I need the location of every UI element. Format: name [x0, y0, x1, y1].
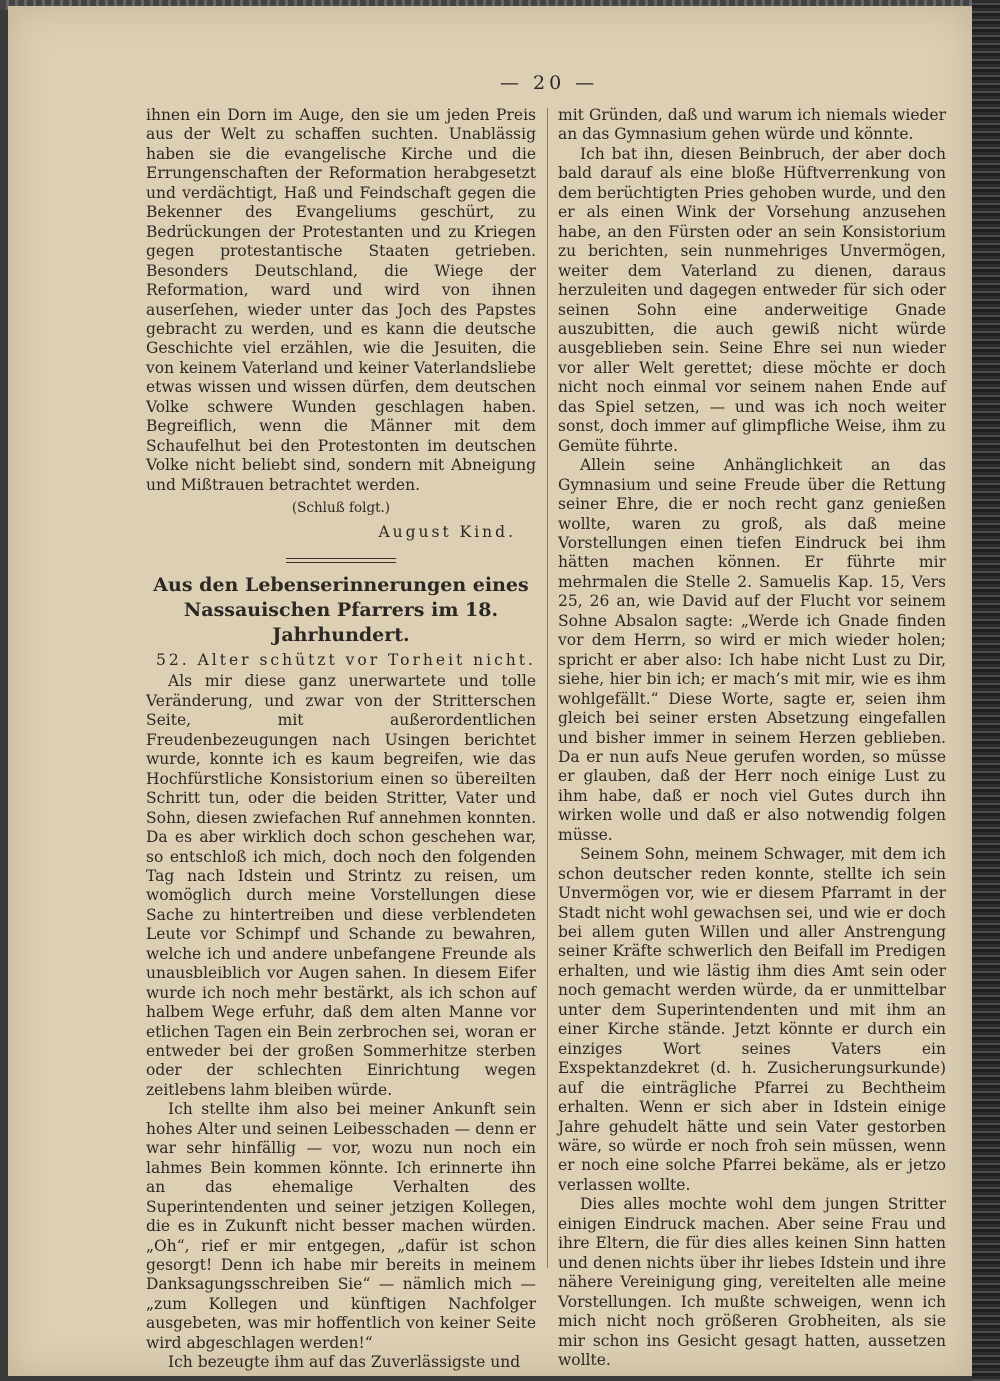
- column-divider: [547, 108, 548, 1268]
- paragraph: Allein seine Anhänglichkeit an das Gymnasium und seine Freude über die Rettung seiner Ehre, die er noch recht ganz genießen wollte, waren zu groß, als daß meine Vorstellungen einen tiefen Eindruck bei ihm hätten machen können. Er führte mir mehrmalen die Stelle 2. Samuelis Kap. 15, Vers 25, 26 an, wie David auf der Flucht vor seinem Sohne Absalon sagte: „Werde ich Gnade finden vor dem Herrn, so wird er mich wieder holen; spricht er aber also: Ich habe nicht Lust zu Dir, siehe, hier bin ich; er mach’s mit mir, wie es ihm wohlgefällt.“ Diese Worte, sagte er, seien ihm gleich bei seiner ersten Absetzung eingefallen und bisher immer in seinem Herzen geblieben. Da er nun aufs Neue gerufen worden, so müsse er glauben, daß der Herr noch einige Lust zu ihm habe, daß er noch viel Gutes durch ihn wirken wolle und daß er also notwendig folgen müsse.: [558, 456, 946, 844]
- section-divider: [286, 558, 396, 563]
- author-signature: August Kind.: [378, 522, 516, 541]
- binding-edge: [972, 0, 1000, 1381]
- paragraph: Als mir diese ganz unerwartete und tolle Veränderung, und zwar von der Stritterschen Seite, mit außerordentlichen Freudenbezeugungen nach Usingen berichtet wurde, konnte ich es kaum begreifen, wie das Hochfürstliche Konsistorium einen so übereilten Schritt tun, oder die beiden Stritter, Vater und Sohn, diesen zwiefachen Ruf annehmen konnten. Da es aber wirklich doch schon geschehen war, so entschloß ich mich, doch noch den folgenden Tag nach Idstein und Strintz zu reisen, um womöglich durch meine Vorstellungen diese Sache zu hintertreiben und diese verblendeten Leute vor Schimpf und Schande zu bewahren, welche ich und andere unbefangene Freunde als unausbleiblich vor Augen sahen. In diesem Eifer wurde ich noch mehr bestärkt, als ich schon auf halbem Wege erfuhr, daß dem alten Manne vor etlichen Tagen ein Bein zerbrochen sei, woran er entweder bei der großen Sommerhitze sterben oder der schlechten Einrichtung wegen zeitlebens lahm bleiben würde.: [146, 672, 536, 1099]
- left-column: [146, 106, 536, 1373]
- paragraph: Ich stellte ihm also bei meiner Ankunft sein hohes Alter und seinen Leibesschaden — denn er war sehr hinfällig — vor, wozu nun noch ein lahmes Bein kommen könnte. Ich erinnerte ihn an das ehemalige Verhalten des Superintendenten und seiner jetzigen Kollegen, die es in Zukunft nicht besser machen würden. „Oh“, rief er mir entgegen, „dafür ist schon gesorgt! Denn ich habe mir bereits in meinem Danksagungsschreiben Sie“ — nämlich mich — „zum Kollegen und künftigen Nachfolger ausgebeten, was mir hoffentlich von keiner Seite wird abgeschlagen werden!“: [146, 1100, 536, 1352]
- paragraph: Ich bezeugte ihm auf das Zuverlässigste und: [168, 1353, 521, 1372]
- continuation-note: (Schluß folgt.): [291, 500, 391, 517]
- intro-paragraph: ihnen ein Dorn im Auge, den sie um jeden Preis aus der Welt zu schaffen suchten. Unablässig haben sie die evangelische Kirche und die Errungenschaften der Reformation herabgesetzt und verdächtigt, Haß und Feindschaft gegen die Bekenner des Evangeliums geschürt, zu Bedrückungen der Protestanten und zu Kriegen gegen protestantische Staaten getrieben. Besonders Deutschland, die Wiege der Reformation, ward und wird von ihnen auserſehen, wieder unter das Joch des Papstes gebracht zu werden, und es kann die deutsche Geschichte viel erzählen, wie die Jesuiten, die von keinem Vaterland und keiner Vaterlandsliebe etwas wissen und wissen dürfen, dem deutschen Volke schwere Wunden geschlagen haben. Begreiflich, wenn die Männer mit dem Schaufelhut bei den Protestonten im deutschen Volke nicht beliebt sind, sondern mit Abneigung und Mißtrauen betrachtet werden.: [146, 106, 536, 494]
- right-column: [558, 106, 946, 1370]
- paragraph: mit Gründen, daß und warum ich niemals wieder an das Gymnasium gehen würde und könnte.: [558, 106, 946, 144]
- paragraph: Ich bat ihn, diesen Beinbruch, der aber doch bald darauf als eine bloße Hüftverrenkung von dem berüchtigten Pries gehoben wurde, und den er als einen Wink der Vorsehung anzusehen habe, an den Fürsten oder an sein Konsistorium zu berichten, sein nunmehriges Unvermögen, weiter dem Vaterland zu dienen, daraus herzuleiten und dagegen entweder für sich oder seinen Sohn eine anderweitige Gnade auszubitten, die auch gewiß nicht würde ausgeblieben sein. Seine Ehre sei nun wieder vor aller Welt gerettet; diese möchte er doch nicht noch einmal vor seinem nahen Ende auf das Spiel setzen, — und was ich noch weiter sonst, doch immer auf glimpfliche Weise, ihm zu Gemüte führte.: [558, 144, 946, 455]
- page-number: — 20 —: [500, 72, 599, 94]
- section-heading: 52. Alter schützt vor Torheit nicht.: [156, 650, 536, 669]
- article-title: Aus den Lebenserinnerungen eines Nassauischen Pfarrers im 18. Jahrhundert.: [153, 573, 529, 646]
- paragraph: Seinem Sohn, meinem Schwager, mit dem ich schon deutscher reden konnte, stellte ich sein Unvermögen vor, wie er diesem Pfarramt in der Stadt nicht wohl gewachsen sei, und wie er doch bei allem guten Willen und aller Anstrengung seiner Kräfte schwerlich den Beifall im Predigen erhalten, und wie lästig ihm dies Amt sein oder noch gemacht werden würde, da er unmittelbar unter dem Superintendenten und mit ihm an einer Kirche stände. Jetzt könnte er durch ein einziges Wort seines Vaters ein Exspektanzdekret (d. h. Zusicherungsurkunde) auf die einträgliche Pfarrei zu Bechtheim erhalten. Wenn er sich aber in Idstein einige Jahre gehudelt hätte und sein Vater gestorben wäre, so würde er noch froh sein müssen, wenn er noch eine solche Pfarrei bekäme, als er jetzo verlassen wollte.: [558, 845, 946, 1194]
- paragraph: Dies alles mochte wohl dem jungen Stritter einigen Eindruck machen. Aber seine Frau und ihre Eltern, die für dies alles keinen Sinn hatten und denen nichts über ihr liebes Idstein und ihre nähere Vereinigung ging, vereitelten alle meine Vorstellungen. Ich mußte schweigen, wenn ich mich nicht noch größeren Grobheiten, als sie mir schon ins Gesicht gesagt hatten, aussetzen wollte.: [558, 1195, 946, 1369]
